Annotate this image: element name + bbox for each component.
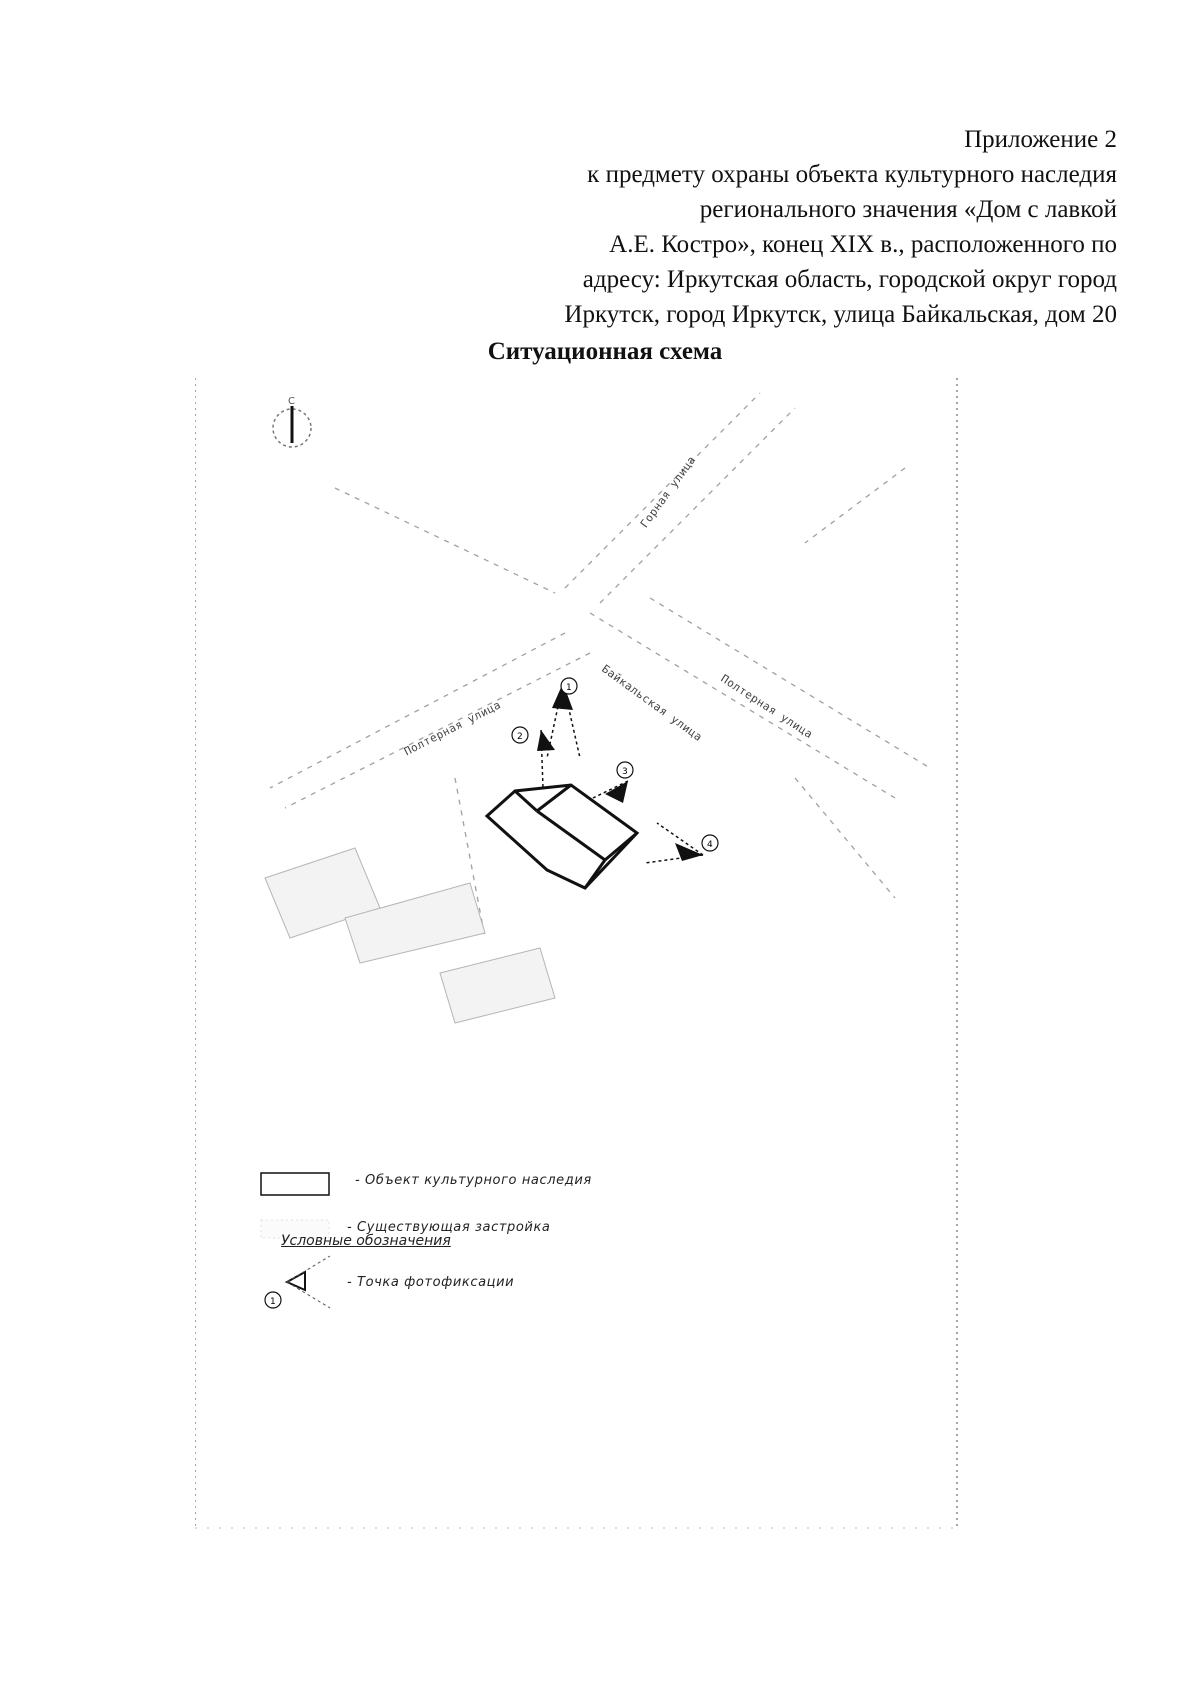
header-line: к предмету охраны объекта культурного наследия bbox=[587, 161, 1117, 188]
photo-point-number: 1 bbox=[566, 683, 572, 693]
appendix-header bbox=[477, 122, 1117, 332]
heritage-building-outline bbox=[487, 785, 637, 888]
situational-scheme bbox=[195, 378, 1055, 1530]
existing-buildings bbox=[265, 848, 555, 1023]
photo-point bbox=[593, 762, 633, 803]
svg-text:С: С bbox=[288, 396, 295, 407]
upper-street-edge bbox=[600, 408, 795, 603]
header-line: Приложение 2 bbox=[964, 126, 1117, 153]
heritage-object bbox=[487, 785, 637, 888]
left-street-edge bbox=[270, 633, 565, 788]
existing-building bbox=[440, 948, 555, 1023]
faint-lane bbox=[335, 488, 555, 593]
legend-heritage-label: - Объект культурного наследия bbox=[355, 1173, 592, 1188]
street-label-right-cross: Полтерная улица bbox=[718, 672, 816, 742]
baikalskaya-edge bbox=[650, 598, 930, 768]
photo-point bbox=[645, 823, 718, 863]
header-line: адресу: Иркутская область, городской округ город bbox=[582, 266, 1117, 293]
photo-point bbox=[512, 727, 555, 788]
baikalskaya-edge bbox=[590, 613, 895, 798]
faint-lane bbox=[805, 468, 905, 543]
scheme-title: Ситуационная схема bbox=[487, 338, 723, 365]
north-arrow-icon bbox=[273, 396, 311, 447]
legend-existing-label: - Существующая застройка bbox=[347, 1220, 551, 1235]
header-line: регионального значения «Дом с лавкой bbox=[699, 196, 1117, 223]
street-label-baikalskaya: Байкальская улица bbox=[599, 662, 705, 744]
photo-point-number: 3 bbox=[622, 767, 628, 777]
header-line: А.Е. Костро», конец XIX в., расположенного по bbox=[609, 231, 1117, 258]
legend-photo-number: 1 bbox=[270, 1297, 276, 1307]
street-label-left-cross: Полтерная улица bbox=[402, 698, 504, 759]
photo-point-number: 4 bbox=[707, 840, 713, 850]
legend-title: Условные обозначения bbox=[281, 1233, 451, 1249]
header-line: Иркутск, город Иркутск, улица Байкальская, дом 20 bbox=[564, 301, 1117, 328]
legend-photo-symbol bbox=[265, 1256, 330, 1308]
faint-lane bbox=[795, 778, 895, 898]
legend-heritage-symbol bbox=[261, 1173, 329, 1195]
photo-point-number: 2 bbox=[517, 732, 523, 742]
legend-photo-label: - Точка фотофиксации bbox=[347, 1275, 515, 1290]
scheme-drawing bbox=[195, 378, 1055, 1530]
street-label-upper: Горная улица bbox=[637, 453, 699, 531]
